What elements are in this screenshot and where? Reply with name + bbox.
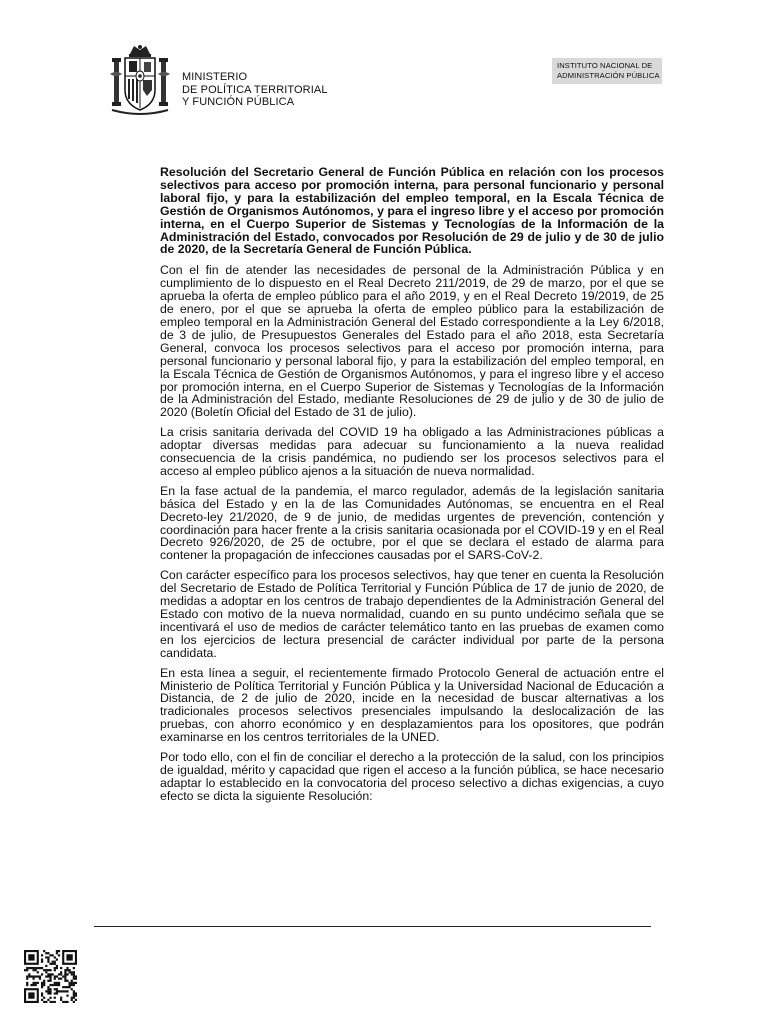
paragraph: Por todo ello, con el fin de conciliar el derecho a la protección de la salud, con los principios de igualdad, mérito y capacidad que rigen el acceso a la función pública, se hace necesario adaptar lo establecido en la convocatoria del proceso selectivo a dichas exigencias, a cuyo efecto se dicta la siguiente Resolución: <box>160 750 664 803</box>
ministry-line: Y FUNCIÓN PÚBLICA <box>182 96 295 108</box>
qr-code-icon <box>24 950 77 1003</box>
document-title: Resolución del Secretario General de Función Pública en relación con los procesos selectivos para acceso por promoción interna, para personal funcionario y personal laboral fijo, y para la estabilización del empleo temporal, en la Escala Técnica de Gestión de Organismos Autónomos, y para el ingreso libre y el acceso por promoción interna, en el Cuerpo Superior de Sistemas y Tecnologías de la Información de la Administración del Estado, convocados por Resolución de 29 de julio y de 30 de julio de 2020, de la Secretaría General de Función Pública. <box>160 165 664 257</box>
paragraph: Con carácter específico para los procesos selectivos, hay que tener en cuenta la Resolución del Secretario de Estado de Política Territorial y Función Pública de 17 de junio de 2020, de medidas a adoptar en los centros de trabajo dependientes de la Administración General del Estado con motivo de la nueva normalidad, cuando en su punto undécimo señala que se incentivará el uso de medios de carácter telemático tanto en las pruebas de examen como en los ejercicios de lectura presencial de carácter individual por parte de la persona candidata. <box>160 568 664 660</box>
paragraph: En la fase actual de la pandemia, el marco regulador, además de la legislación sanitaria básica del Estado y en la de las Comunidades Autónomas, se encuentra en el Real Decreto-ley 21/2020, de 9 de junio, de medidas urgentes de prevención, contención y coordinación para hacer frente a la crisis sanitaria ocasionada por el COVID-19 y en el Real Decreto 926/2020, de 25 de octubre, por el que se declara el estado de alarma para contener la propagación de infecciones causadas por el SARS-CoV-2. <box>160 483 664 563</box>
spanish-coat-of-arms-icon <box>108 44 172 118</box>
paragraph: Con el fin de atender las necesidades de personal de la Administración Pública y en cumplimiento de lo dispuesto en el Real Decreto 211/2019, de 29 de marzo, por el que se aprueba la oferta de empleo público para el año 2019, y en el Real Decreto 19/2019, de 25 de enero, por el que se aprueba la oferta de empleo público para la estabilización de empleo temporal en la Administración General del Estado correspondiente a la Ley 6/2018, de 3 de julio, de Presupuestos Generales del Estado para el año 2018, esta Secretaría General, convoca los procesos selectivos para el acceso por promoción interna, para personal funcionario y personal laboral fijo, y para la estabilización del empleo temporal, en la Escala Técnica de Gestión de Organismos Autónomos, y para el ingreso libre y el acceso por promoción interna, en el Cuerpo Superior de Sistemas y Tecnologías de la Información de la Administración del Estado, mediante Resoluciones de 29 de julio y de 30 de julio de 2020 (Boletín Oficial del Estado de 31 de julio). <box>160 263 664 420</box>
document-body <box>160 166 664 810</box>
footer-divider <box>94 926 651 927</box>
paragraph: La crisis sanitaria derivada del COVID 19 ha obligado a las Administraciones públicas a adoptar diversas medidas para adecuar su funcionamiento a la nueva realidad consecuencia de la crisis pandémica, no pudiendo ser los procesos selectivos para el acceso al empleo público ajenos a la situación de nueva normalidad. <box>160 425 664 478</box>
paragraph: En esta línea a seguir, el recientemente firmado Protocolo General de actuación entre el Ministerio de Política Territorial y Función Pública y la Universidad Nacional de Educación a Distancia, de 2 de julio de 2020, incide en la necesidad de buscar alternativas a los tradicionales procesos selectivos presenciales impulsando la deslocalización de las pruebas, con ahorro económico y en desplazamientos para los opositores, que podrán examinarse en los centros territoriales de la UNED. <box>160 665 664 745</box>
institute-label-box <box>552 58 662 84</box>
ministry-line: DE POLÍTICA TERRITORIAL <box>182 83 328 96</box>
ministry-line: MINISTERIO <box>182 71 248 83</box>
ministry-name <box>182 71 328 109</box>
institute-line: INSTITUTO NACIONAL DE <box>557 61 653 70</box>
institute-line: ADMINISTRACIÓN PÚBLICA <box>557 71 660 80</box>
